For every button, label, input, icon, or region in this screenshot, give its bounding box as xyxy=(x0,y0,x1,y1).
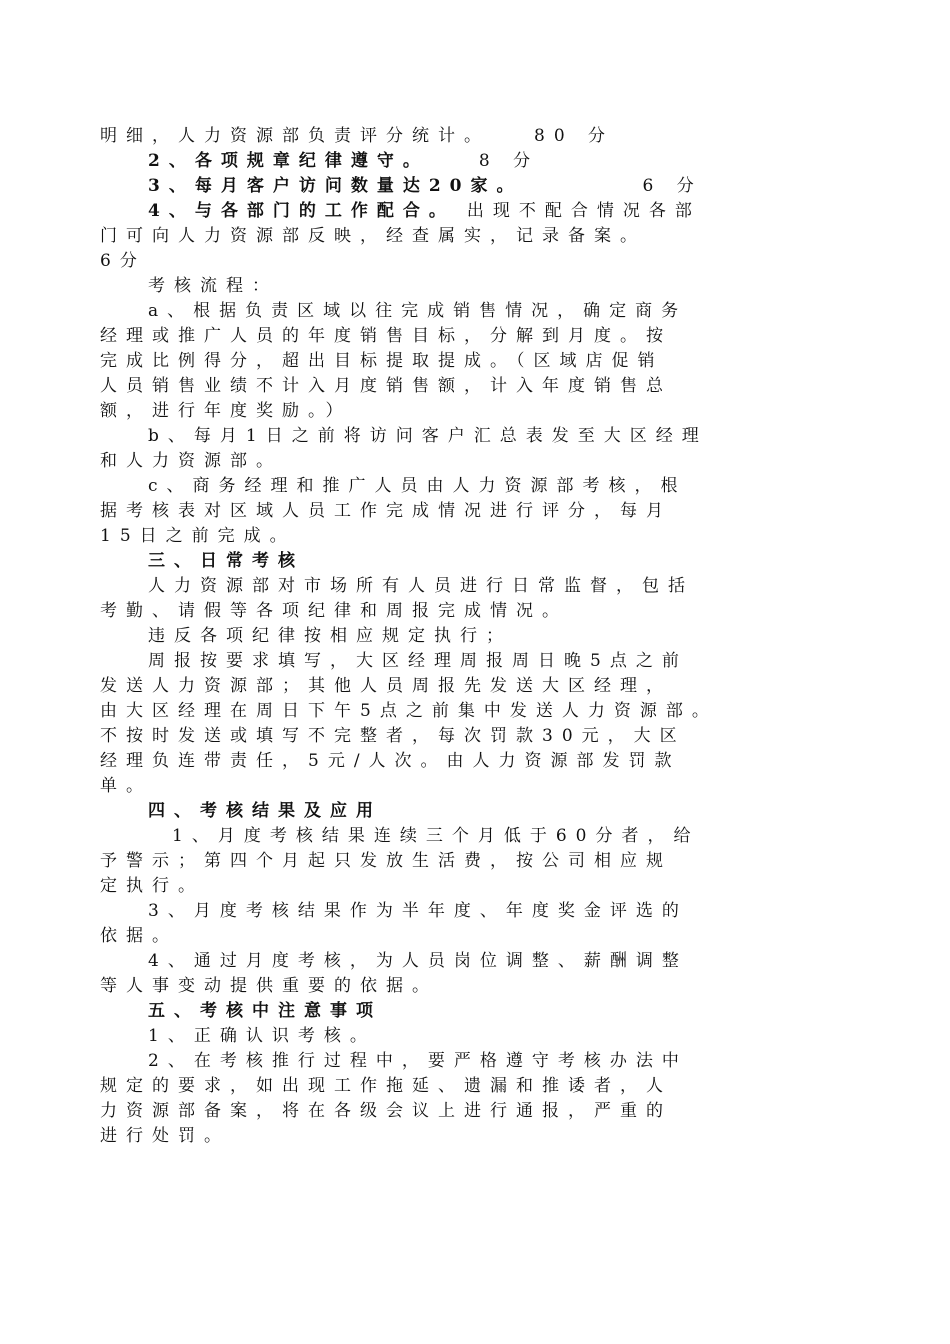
line-text: 完成比例得分，超出目标提取提成。（区域店促销 xyxy=(100,351,664,371)
line-text: 1、正确认识考核。 xyxy=(148,1026,376,1046)
document-body xyxy=(100,124,840,1149)
text-line xyxy=(100,324,840,349)
text-line xyxy=(100,574,840,599)
line-suffix: 6 分 xyxy=(642,176,703,196)
text-line xyxy=(100,1049,840,1074)
text-line xyxy=(100,824,840,849)
line-text: 五、考核中注意事项 xyxy=(148,1001,382,1021)
text-line xyxy=(100,449,840,474)
line-text: 考核流程： xyxy=(148,276,278,296)
text-line xyxy=(100,949,840,974)
text-line xyxy=(100,174,840,199)
line-text: 发送人力资源部；其他人员周报先发送大区经理， xyxy=(100,676,672,696)
line-text: 4、与各部门的工作配合。 xyxy=(148,201,455,221)
text-line xyxy=(100,499,840,524)
line-text: 经理或推广人员的年度销售目标，分解到月度。按 xyxy=(100,326,672,346)
line-text: 人力资源部对市场所有人员进行日常监督，包括 xyxy=(148,576,694,596)
text-line xyxy=(100,774,840,799)
text-line xyxy=(100,1024,840,1049)
line-text: 由大区经理在周日下午5点之前集中发送人力资源部。 xyxy=(100,701,718,721)
text-line xyxy=(100,349,840,374)
text-line xyxy=(100,299,840,324)
line-text: 额，进行年度奖励。） xyxy=(100,401,352,421)
text-line xyxy=(100,974,840,999)
text-line xyxy=(100,724,840,749)
text-line xyxy=(100,899,840,924)
line-text: 人员销售业绩不计入月度销售额，计入年度销售总 xyxy=(100,376,672,396)
line-text: 违反各项纪律按相应规定执行； xyxy=(148,626,512,646)
text-line xyxy=(100,549,840,574)
line-text: c、商务经理和推广人员由人力资源部考核，根 xyxy=(148,476,687,496)
line-suffix: 8 分 xyxy=(478,151,540,171)
text-line xyxy=(100,1124,840,1149)
line-text: 规定的要求，如出现工作拖延、遗漏和推诿者，人 xyxy=(100,1076,672,1096)
text-line xyxy=(100,399,840,424)
line-text: 三、日常考核 xyxy=(148,551,304,571)
text-line xyxy=(100,599,840,624)
text-line xyxy=(100,274,840,299)
line-text: 力资源部备案，将在各级会议上进行通报，严重的 xyxy=(100,1101,672,1121)
line-text: 考勤、请假等各项纪律和周报完成情况。 xyxy=(100,601,568,621)
text-line xyxy=(100,874,840,899)
line-text: 门可向人力资源部反映，经查属实，记录备案。 xyxy=(100,226,646,246)
text-line xyxy=(100,799,840,824)
line-text: 3、每月客户访问数量达20家。 xyxy=(148,176,523,196)
line-text: 予警示；第四个月起只发放生活费，按公司相应规 xyxy=(100,851,672,871)
line-text: a、根据负责区域以往完成销售情况，确定商务 xyxy=(148,301,688,321)
text-line xyxy=(100,249,840,274)
line-text: 和人力资源部。 xyxy=(100,451,282,471)
text-line xyxy=(100,624,840,649)
text-line xyxy=(100,424,840,449)
line-text: 不按时发送或填写不完整者，每次罚款30元，大区 xyxy=(100,726,686,746)
line-text: b、每月1日之前将访问客户汇总表发至大区经理 xyxy=(148,426,708,446)
line-text: 等人事变动提供重要的依据。 xyxy=(100,976,438,996)
line-suffix: 出现不配合情况各部 xyxy=(466,201,701,221)
text-line xyxy=(100,999,840,1024)
text-line xyxy=(100,749,840,774)
text-line xyxy=(100,924,840,949)
text-line xyxy=(100,199,840,224)
line-text: 定执行。 xyxy=(100,876,204,896)
line-text: 3、月度考核结果作为半年度、年度奖金评选的 xyxy=(148,901,688,921)
text-line xyxy=(100,474,840,499)
line-text: 2、在考核推行过程中，要严格遵守考核办法中 xyxy=(148,1051,688,1071)
text-line xyxy=(100,224,840,249)
line-suffix: 80 分 xyxy=(534,126,615,146)
text-line xyxy=(100,649,840,674)
text-line xyxy=(100,1074,840,1099)
line-text: 进行处罚。 xyxy=(100,1126,230,1146)
line-text: 4、通过月度考核，为人员岗位调整、薪酬调整 xyxy=(148,951,688,971)
text-line xyxy=(100,699,840,724)
text-line xyxy=(100,149,840,174)
text-line xyxy=(100,374,840,399)
line-text: 依据。 xyxy=(100,926,178,946)
line-text: 周报按要求填写，大区经理周报周日晚5点之前 xyxy=(148,651,688,671)
text-line xyxy=(100,1099,840,1124)
line-text: 据考核表对区域人员工作完成情况进行评分，每月 xyxy=(100,501,672,521)
text-line xyxy=(100,124,840,149)
text-line xyxy=(100,524,840,549)
line-text: 经理负连带责任，5元/人次。由人力资源部发罚款 xyxy=(100,751,681,771)
line-text: 明细，人力资源部负责评分统计。 xyxy=(100,126,490,146)
line-text: 单。 xyxy=(100,776,152,796)
line-text: 6分 xyxy=(100,251,146,271)
text-line xyxy=(100,849,840,874)
line-text: 2、各项规章纪律遵守。 xyxy=(148,151,429,171)
line-text: 15日之前完成。 xyxy=(100,526,296,546)
line-text: 1、月度考核结果连续三个月低于60分者，给 xyxy=(172,826,700,846)
line-text: 四、考核结果及应用 xyxy=(148,801,382,821)
text-line xyxy=(100,674,840,699)
